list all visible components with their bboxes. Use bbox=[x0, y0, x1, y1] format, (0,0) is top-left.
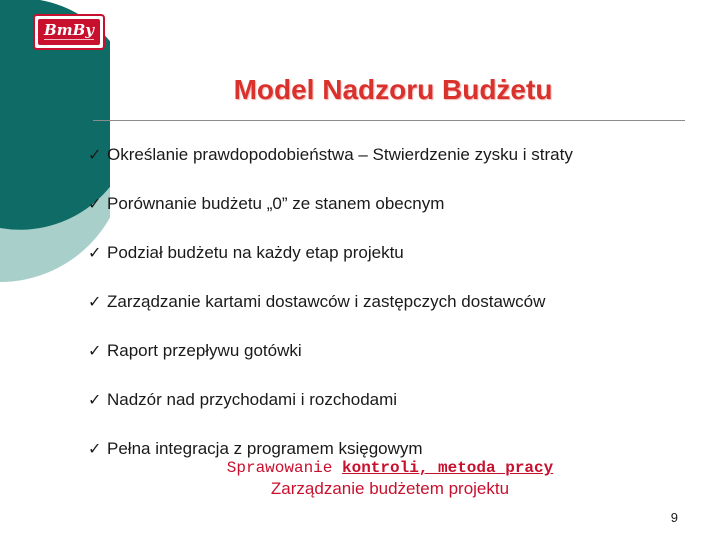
slide-footer bbox=[150, 458, 630, 500]
bullet-text: Określanie prawdopodobieństwa – Stwierdzenie zysku i straty bbox=[107, 144, 573, 164]
bullet-item bbox=[88, 130, 573, 179]
logo-badge bbox=[38, 19, 100, 45]
company-logo bbox=[33, 14, 105, 50]
page-number: 9 bbox=[670, 510, 678, 525]
bullet-item bbox=[88, 277, 573, 326]
slide-title: Model Nadzoru Budżetu bbox=[233, 74, 553, 105]
check-icon: ✓ bbox=[88, 195, 102, 213]
bullet-item bbox=[88, 326, 573, 375]
bullet-item bbox=[88, 179, 573, 228]
bullet-text: Nadzór nad przychodami i rozchodami bbox=[107, 389, 398, 409]
bullet-text: Zarządzanie kartami dostawców i zastępczych dostawców bbox=[107, 291, 546, 311]
check-icon: ✓ bbox=[88, 146, 102, 164]
footer-caption: Zarządzanie budżetem projektu bbox=[270, 479, 510, 498]
logo-divider bbox=[44, 39, 94, 40]
bullet-text: Pełna integracja z programem księgowym bbox=[107, 438, 423, 458]
check-icon: ✓ bbox=[88, 342, 102, 360]
bullet-item bbox=[88, 228, 573, 277]
footer-emphasis: kontroli, metoda pracy bbox=[341, 459, 554, 477]
check-icon: ✓ bbox=[88, 293, 102, 311]
bullet-text: Raport przepływu gotówki bbox=[107, 340, 302, 360]
footer-subtitle bbox=[150, 458, 630, 478]
logo-text: BmBy bbox=[44, 21, 94, 39]
check-icon: ✓ bbox=[88, 244, 102, 262]
check-icon: ✓ bbox=[88, 440, 102, 458]
check-icon: ✓ bbox=[88, 391, 102, 409]
bullet-list bbox=[88, 130, 573, 473]
bullet-text: Porównanie budżetu „0” ze stanem obecnym bbox=[107, 193, 445, 213]
bullet-item bbox=[88, 375, 573, 424]
title-divider bbox=[93, 120, 685, 121]
footer-prefix: Sprawowanie bbox=[226, 459, 342, 477]
bullet-text: Podział budżetu na każdy etap projektu bbox=[107, 242, 404, 262]
